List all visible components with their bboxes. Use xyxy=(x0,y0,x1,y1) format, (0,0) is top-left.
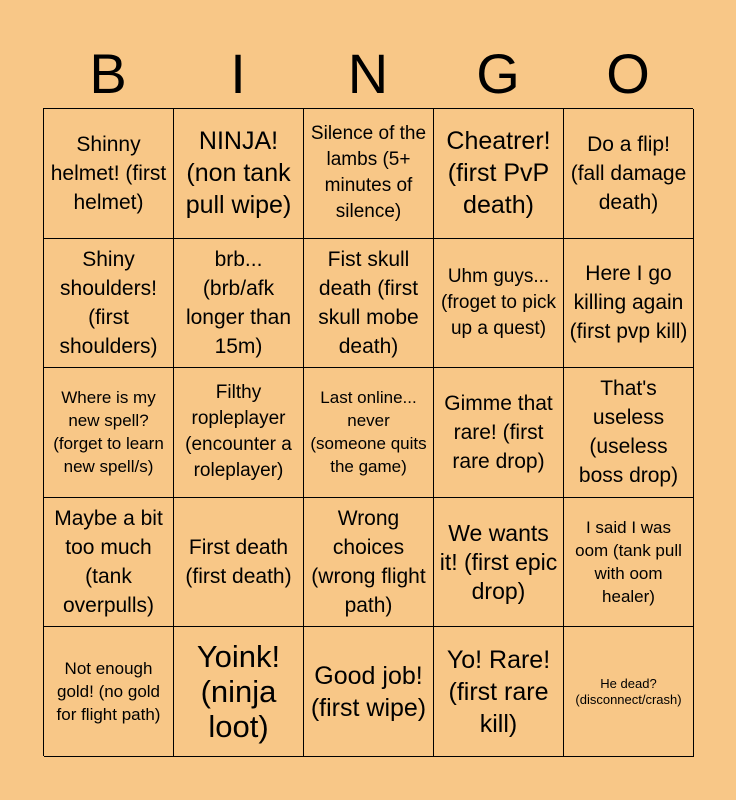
cell-text: First death (first death) xyxy=(185,536,292,589)
cell-text: Maybe a bit too much (tank overpulls) xyxy=(54,507,163,618)
bingo-cell[interactable] xyxy=(434,368,564,498)
bingo-cell[interactable] xyxy=(434,109,564,239)
bingo-cell[interactable] xyxy=(434,627,564,757)
bingo-cell[interactable] xyxy=(304,368,434,498)
cell-text: Shiny shoulders! (first shoulders) xyxy=(59,247,158,358)
bingo-cell[interactable] xyxy=(44,109,174,239)
header-letter-b: B xyxy=(89,42,127,105)
cell-text: Gimme that rare! (first rare drop) xyxy=(444,391,553,473)
bingo-cell[interactable] xyxy=(304,109,434,239)
cell-text: Uhm guys... (froget to pick up a quest) xyxy=(440,265,557,339)
cell-text: We wants it! (first epic drop) xyxy=(439,519,558,604)
bingo-cell[interactable] xyxy=(174,627,304,757)
header-letter-o: O xyxy=(606,42,650,105)
bingo-cell[interactable] xyxy=(434,239,564,369)
bingo-cell[interactable] xyxy=(564,498,694,628)
bingo-cell[interactable] xyxy=(304,498,434,628)
cell-text: Yo! Rare! (first rare kill) xyxy=(446,645,551,738)
bingo-grid xyxy=(43,108,693,756)
bingo-cell[interactable] xyxy=(564,368,694,498)
cell-text: Last online... never (someone quits the game) xyxy=(310,388,427,477)
bingo-cell[interactable] xyxy=(44,627,174,757)
bingo-cell[interactable] xyxy=(564,239,694,369)
cell-text: Not enough gold! (no gold for flight path) xyxy=(56,659,161,725)
cell-text: Do a flip! (fall damage death) xyxy=(570,132,687,214)
cell-text: brb... (brb/afk longer than 15m) xyxy=(185,247,292,358)
header-letter-n: N xyxy=(347,42,389,105)
bingo-cell[interactable] xyxy=(44,498,174,628)
cell-text: That's useless (useless boss drop) xyxy=(578,377,679,488)
cell-text: Silence of the lambs (5+ minutes of silence) xyxy=(310,123,427,223)
header-letter-i: I xyxy=(230,42,246,105)
bingo-cell[interactable] xyxy=(174,239,304,369)
cell-text: Good job! (first wipe) xyxy=(310,661,427,722)
bingo-header xyxy=(43,40,693,108)
cell-text: Cheatrer! (first PvP death) xyxy=(446,127,551,220)
bingo-cell[interactable] xyxy=(564,109,694,239)
bingo-cell[interactable] xyxy=(434,498,564,628)
cell-text: Yoink! (ninja loot) xyxy=(196,639,281,745)
header-letter-g: G xyxy=(476,42,520,105)
bingo-cell[interactable] xyxy=(564,627,694,757)
bingo-cell[interactable] xyxy=(174,109,304,239)
cell-text: I said I was oom (tank pull with oom healer) xyxy=(575,518,682,607)
bingo-cell[interactable] xyxy=(304,627,434,757)
cell-text: NINJA! (non tank pull wipe) xyxy=(185,127,292,220)
bingo-cell[interactable] xyxy=(174,368,304,498)
cell-text: Shinny helmet! (first helmet) xyxy=(50,132,167,214)
bingo-cell[interactable] xyxy=(44,368,174,498)
cell-text: He dead? (disconnect/crash) xyxy=(575,675,682,707)
bingo-cell[interactable] xyxy=(44,239,174,369)
cell-text: Where is my new spell? (forget to learn new spell/s) xyxy=(53,388,164,477)
bingo-cell[interactable] xyxy=(304,239,434,369)
cell-text: Wrong choices (wrong flight path) xyxy=(311,507,426,618)
cell-text: Fist skull death (first skull mobe death) xyxy=(318,247,419,358)
bingo-cell[interactable] xyxy=(174,498,304,628)
cell-text: Here I go killing again (first pvp kill) xyxy=(569,262,688,344)
cell-text: Filthy ropleplayer (encounter a roleplayer) xyxy=(185,382,292,482)
